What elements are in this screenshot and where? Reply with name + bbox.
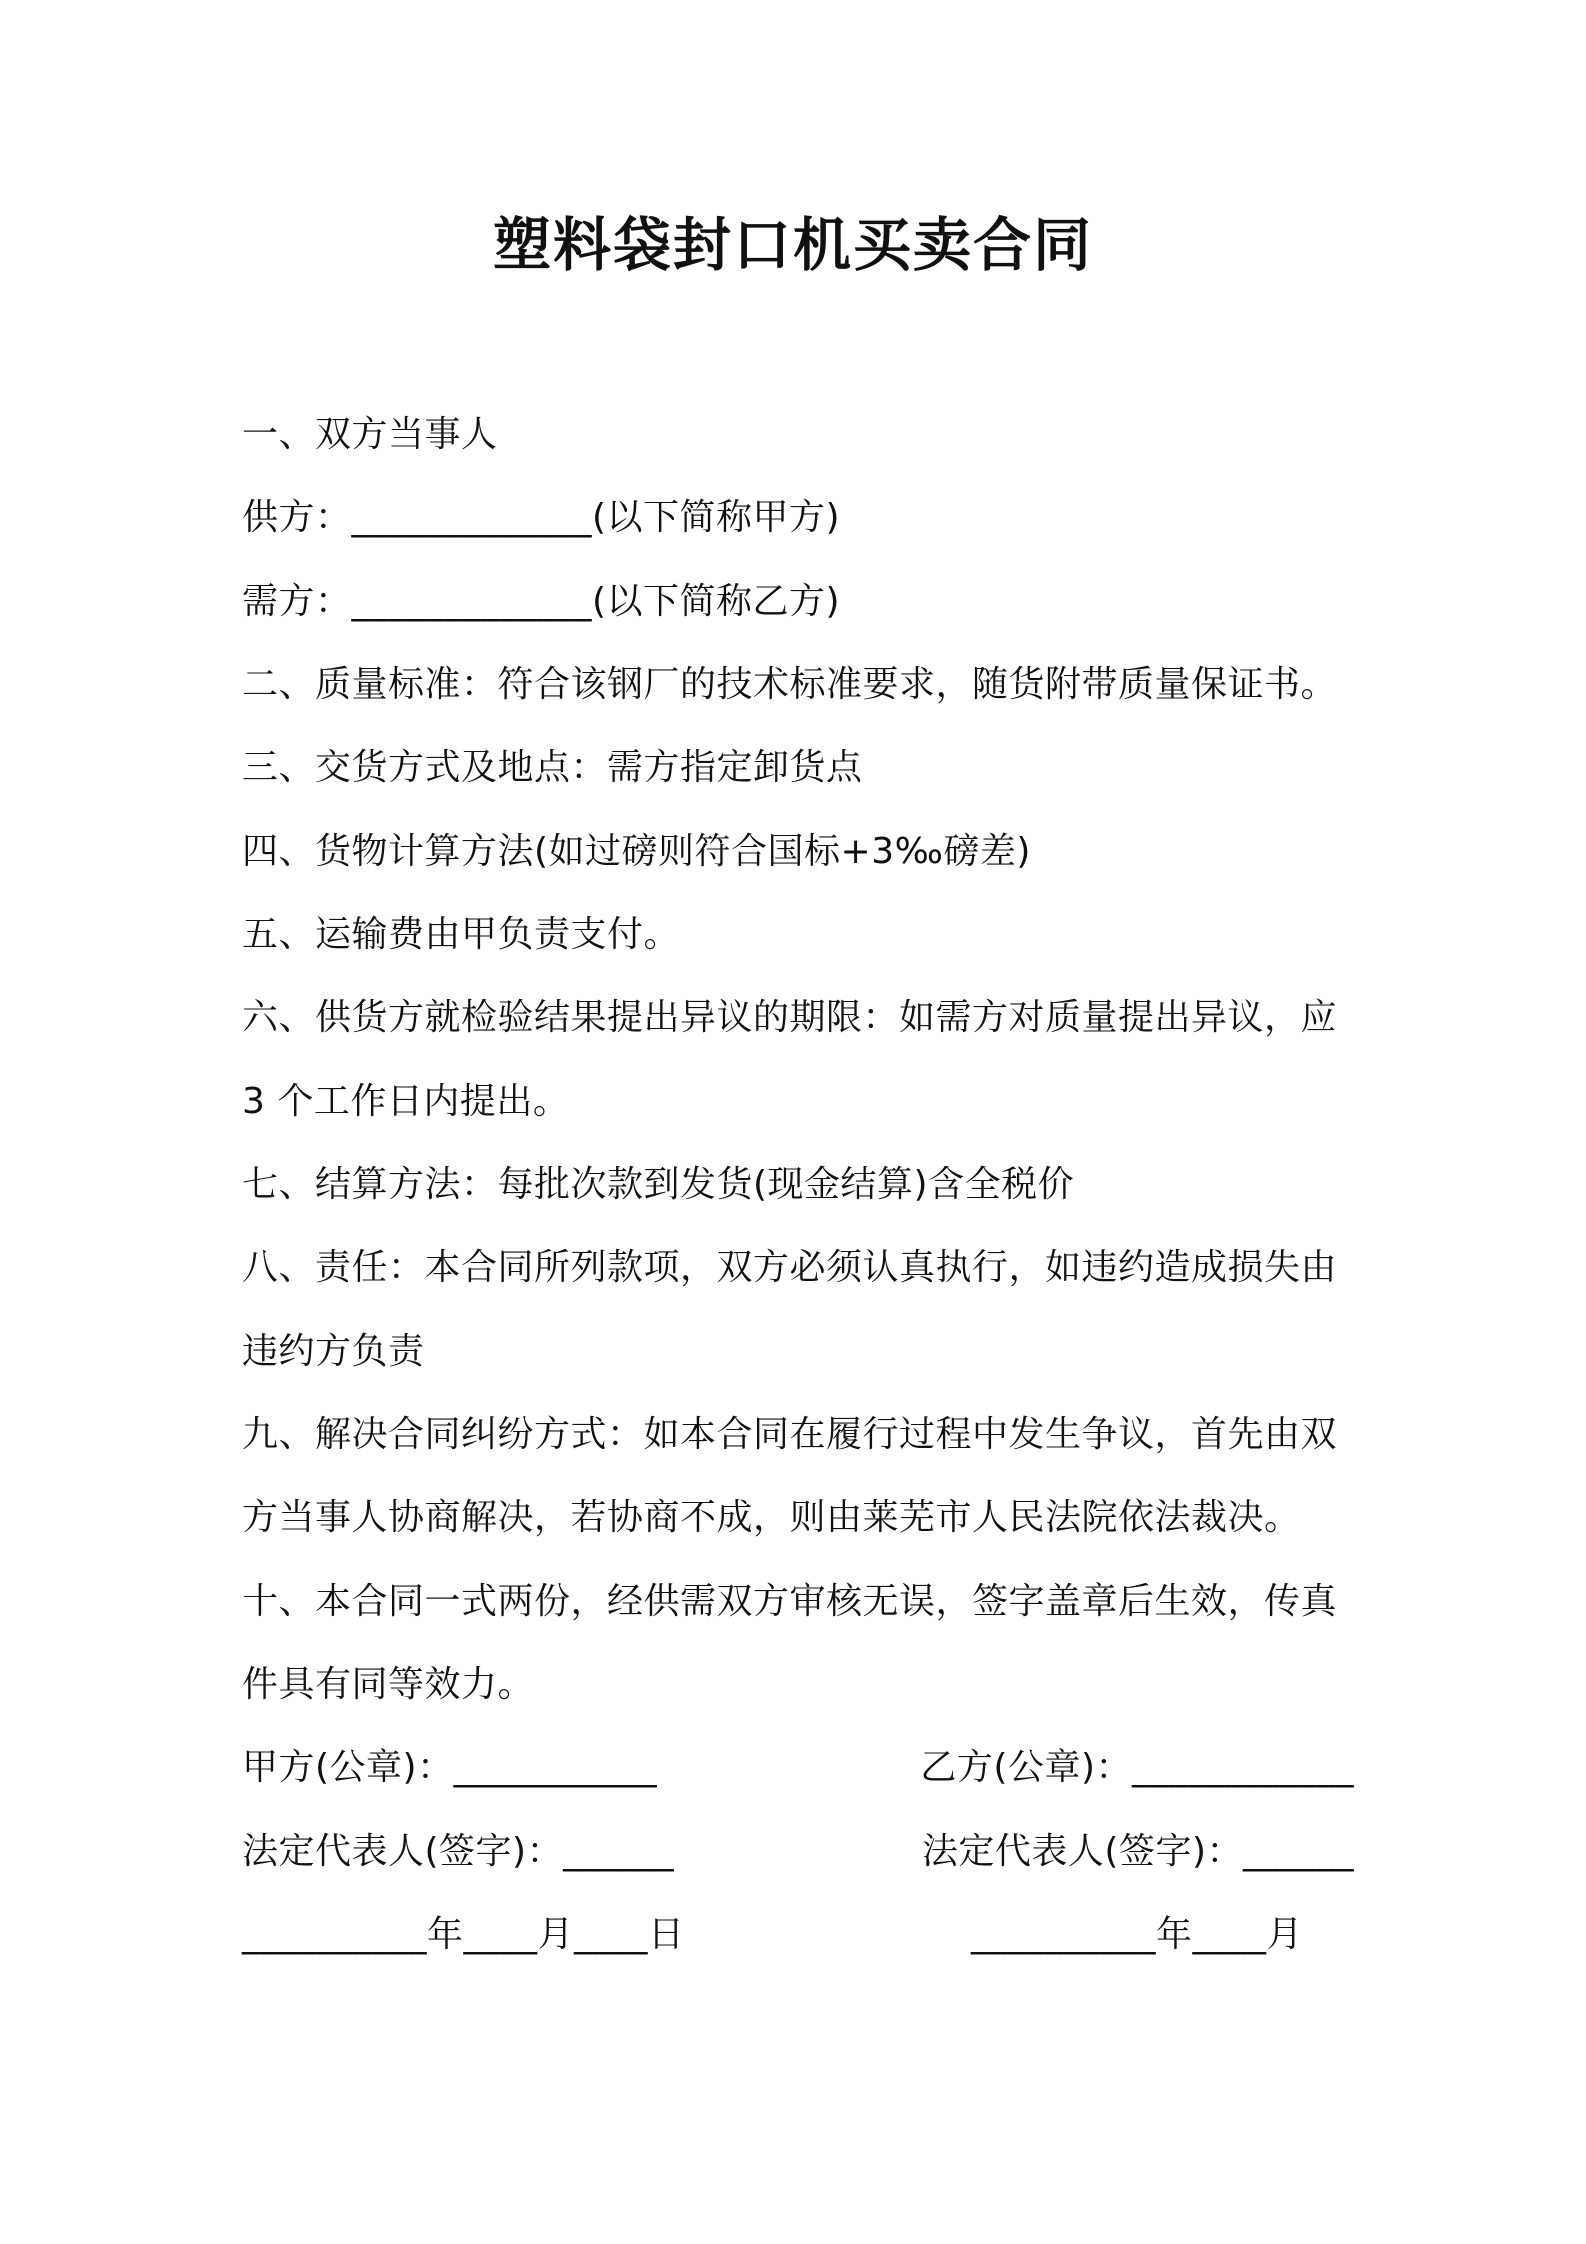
- dispute-clause: 九、解决合同纠纷方式：如本合同在履行过程中发生争议，首先由双: [242, 1414, 1338, 1455]
- delivery-clause: 三、交货方式及地点：需方指定卸货点: [242, 747, 863, 788]
- buyer-line: 需方：_____________(以下简称乙方): [242, 581, 841, 622]
- dispute-clause-continued: 方当事人协商解决，若协商不成，则由莱芜市人民法院依法裁决。: [242, 1497, 1301, 1538]
- transport-fee-clause: 五、运输费由甲负责支付。: [242, 914, 681, 955]
- copies-clause: 十、本合同一式两份，经供需双方审核无误，签字盖章后生效，传真: [242, 1581, 1338, 1622]
- party-a-representative: 法定代表人(签字)：______: [242, 1831, 675, 1872]
- settlement-clause: 七、结算方法：每批次款到发货(现金结算)含全税价: [242, 1164, 1075, 1205]
- party-b-representative: 法定代表人(签字)：______: [921, 1831, 1354, 1872]
- party-a-seal: 甲方(公章)：___________: [242, 1747, 658, 1788]
- liability-clause: 八、责任：本合同所列款项，双方必须认真执行，如违约造成损失由: [242, 1247, 1338, 1288]
- quality-standard-clause: 二、质量标准：符合该钢厂的技术标准要求，随货附带质量保证书。: [242, 664, 1338, 705]
- document-title: 塑料袋封口机买卖合同: [492, 211, 1093, 279]
- supplier-line: 供方：_____________(以下简称甲方): [242, 497, 841, 538]
- weighing-method-clause: 四、货物计算方法(如过磅则符合国标+3‰磅差): [242, 831, 1031, 872]
- objection-clause-continued: 3 个工作日内提出。: [242, 1081, 570, 1122]
- objection-clause: 六、供货方就检验结果提出异议的期限：如需方对质量提出异议，应: [242, 997, 1338, 1038]
- liability-clause-continued: 违约方负责: [242, 1331, 425, 1372]
- party-b-date: __________年____月: [971, 1914, 1303, 1955]
- section-parties-heading: 一、双方当事人: [242, 414, 498, 455]
- party-b-seal: 乙方(公章)：____________: [920, 1747, 1354, 1788]
- copies-clause-continued: 件具有同等效力。: [242, 1664, 535, 1705]
- party-a-date: __________年____月____日: [242, 1914, 685, 1955]
